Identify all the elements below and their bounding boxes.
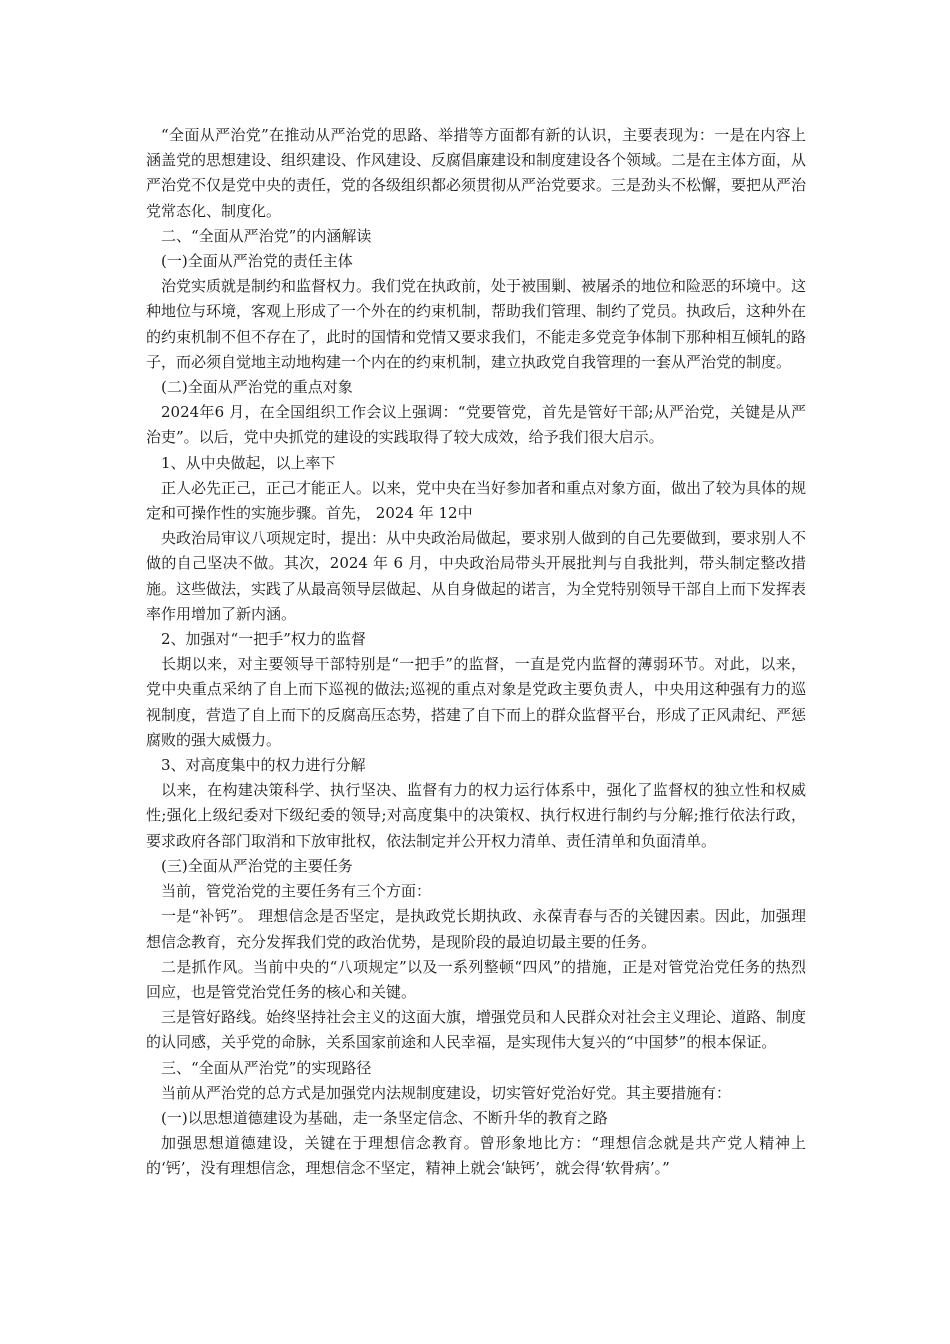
subsection-heading-1: (一)全面从严治党的责任主体 [161, 252, 353, 271]
subsection-heading-2: (二)全面从严治党的重点对象 [161, 378, 353, 397]
paragraph-intro: “全面从严治党”在推动从严治党的思路、举措等方面都有新的认识，主要表现为：一是在内容上涵盖党的思想建设、组织建设、作风建设、反腐倡廉建设和制度建设各个领域。二是在主体方面，从严治党不仅是党中央的责任，党的各级组织都必须贯彻从严治党要求。三是劲头不松懈，要把从严治党常态化、制度化。 [146, 126, 807, 220]
point-heading-1: 1、从中央做起，以上率下 [161, 453, 336, 472]
paragraph: 2024年6 月，在全国组织工作会议上强调：“党要管党，首先是管好干部;从严治党，关键是从严治吏”。以后，党中央抓党的建设的实践取得了较大成效，给予我们很大启示。 [146, 403, 806, 447]
point-heading-2: 2、加强对“一把手”权力的监督 [161, 630, 366, 649]
paragraph: 央政治局审议八项规定时，提出：从中央政治局做起，要求别人做到的自己先要做到，要求别人不做的自己坚决不做。其次，2024 年 6 月，中央政治局带头开展批判与自我批判，带头制定整改措施。这些做法，实践了从最高领导层做起、从自身做起的诺言，为全党特别领导干部自上而下发挥表率作用增加了新内涵。 [146, 529, 807, 623]
section-heading-2: 二、“全面从严治党”的内涵解读 [161, 226, 372, 245]
paragraph: 正人必先正己，正己才能正人。以来，党中央在当好参加者和重点对象方面，做出了较为具体的规定和可操作性的实施步骤。首先， 2024 年 12中 [146, 478, 807, 523]
document-body [146, 123, 806, 1182]
section-heading-3: 三、“全面从严治党”的实现路径 [161, 1058, 372, 1077]
paragraph: 二是抓作风。当前中央的“八项规定”以及一系列整顿“四风”的措施，正是对管党治党任务的热烈回应，也是管党治党任务的核心和关键。 [146, 957, 806, 1001]
paragraph: 当前，管党治党的主要任务有三个方面： [161, 882, 432, 901]
paragraph: 三是管好路线。始终坚持社会主义的这面大旗，增强党员和人民群众对社会主义理论、道路、制度的认同感，关乎党的命脉，关系国家前途和人民幸福，是实现伟大复兴的“中国梦”的根本保证。 [146, 1008, 807, 1052]
paragraph: 当前从严治党的总方式是加强党内法规制度建设，切实管好党治好党。其主要措施有： [161, 1083, 732, 1102]
paragraph: 长期以来，对主要领导干部特别是“一把手”的监督，一直是党内监督的薄弱环节。对此，以来，党中央重点采纳了自上而下巡视的做法;巡视的重点对象是党政主要负责人，中央用这种强有力的巡视制度，营造了自上而下的反腐高压态势，搭建了自下而上的群众监督平台，形成了正风肃纪、严惩腐败的强大威慑力。 [146, 655, 807, 749]
subsection-heading-3: (三)全面从严治党的主要任务 [161, 856, 353, 875]
point-heading-3: 3、对高度集中的权力进行分解 [161, 756, 366, 775]
paragraph: 以来，在构建决策科学、执行坚决、监督有力的权力运行体系中，强化了监督权的独立性和权威性;强化上级纪委对下级纪委的领导;对高度集中的决策权、执行权进行制约与分解;推行依法行政，要求政府各部门取消和下放审批权，依法制定并公开权力清单、责任清单和负面清单。 [146, 781, 806, 850]
paragraph: 加强思想道德建设，关键在于理想信念教育。曾形象地比方：“理想信念就是共产党人精神上的‘钙’，没有理想信念，理想信念不坚定，精神上就会‘缺钙’，就会得‘软骨病’。” [146, 1134, 806, 1178]
paragraph: 一是“补钙”。 理想信念是否坚定，是执政党长期执政、永葆青春与否的关键因素。因此，加强理想信念教育，充分发挥我们党的政治优势，是现阶段的最迫切最主要的任务。 [146, 907, 806, 951]
subsection-heading-3-1: (一)以思想道德建设为基础，走一条坚定信念、不断升华的教育之路 [161, 1108, 608, 1127]
paragraph: 治党实质就是制约和监督权力。我们党在执政前，处于被围剿、被屠杀的地位和险恶的环境中。这种地位与环境，客观上形成了一个外在的约束机制，帮助我们管理、制约了党员。执政后，这种外在的约束机制不但不存在了，此时的国情和党情又要求我们，不能走多党竞争体制下那种相互倾轧的路子，而必须自觉地主动地构建一个内在的约束机制，建立执政党自我管理的一套从严治党的制度。 [146, 277, 807, 371]
